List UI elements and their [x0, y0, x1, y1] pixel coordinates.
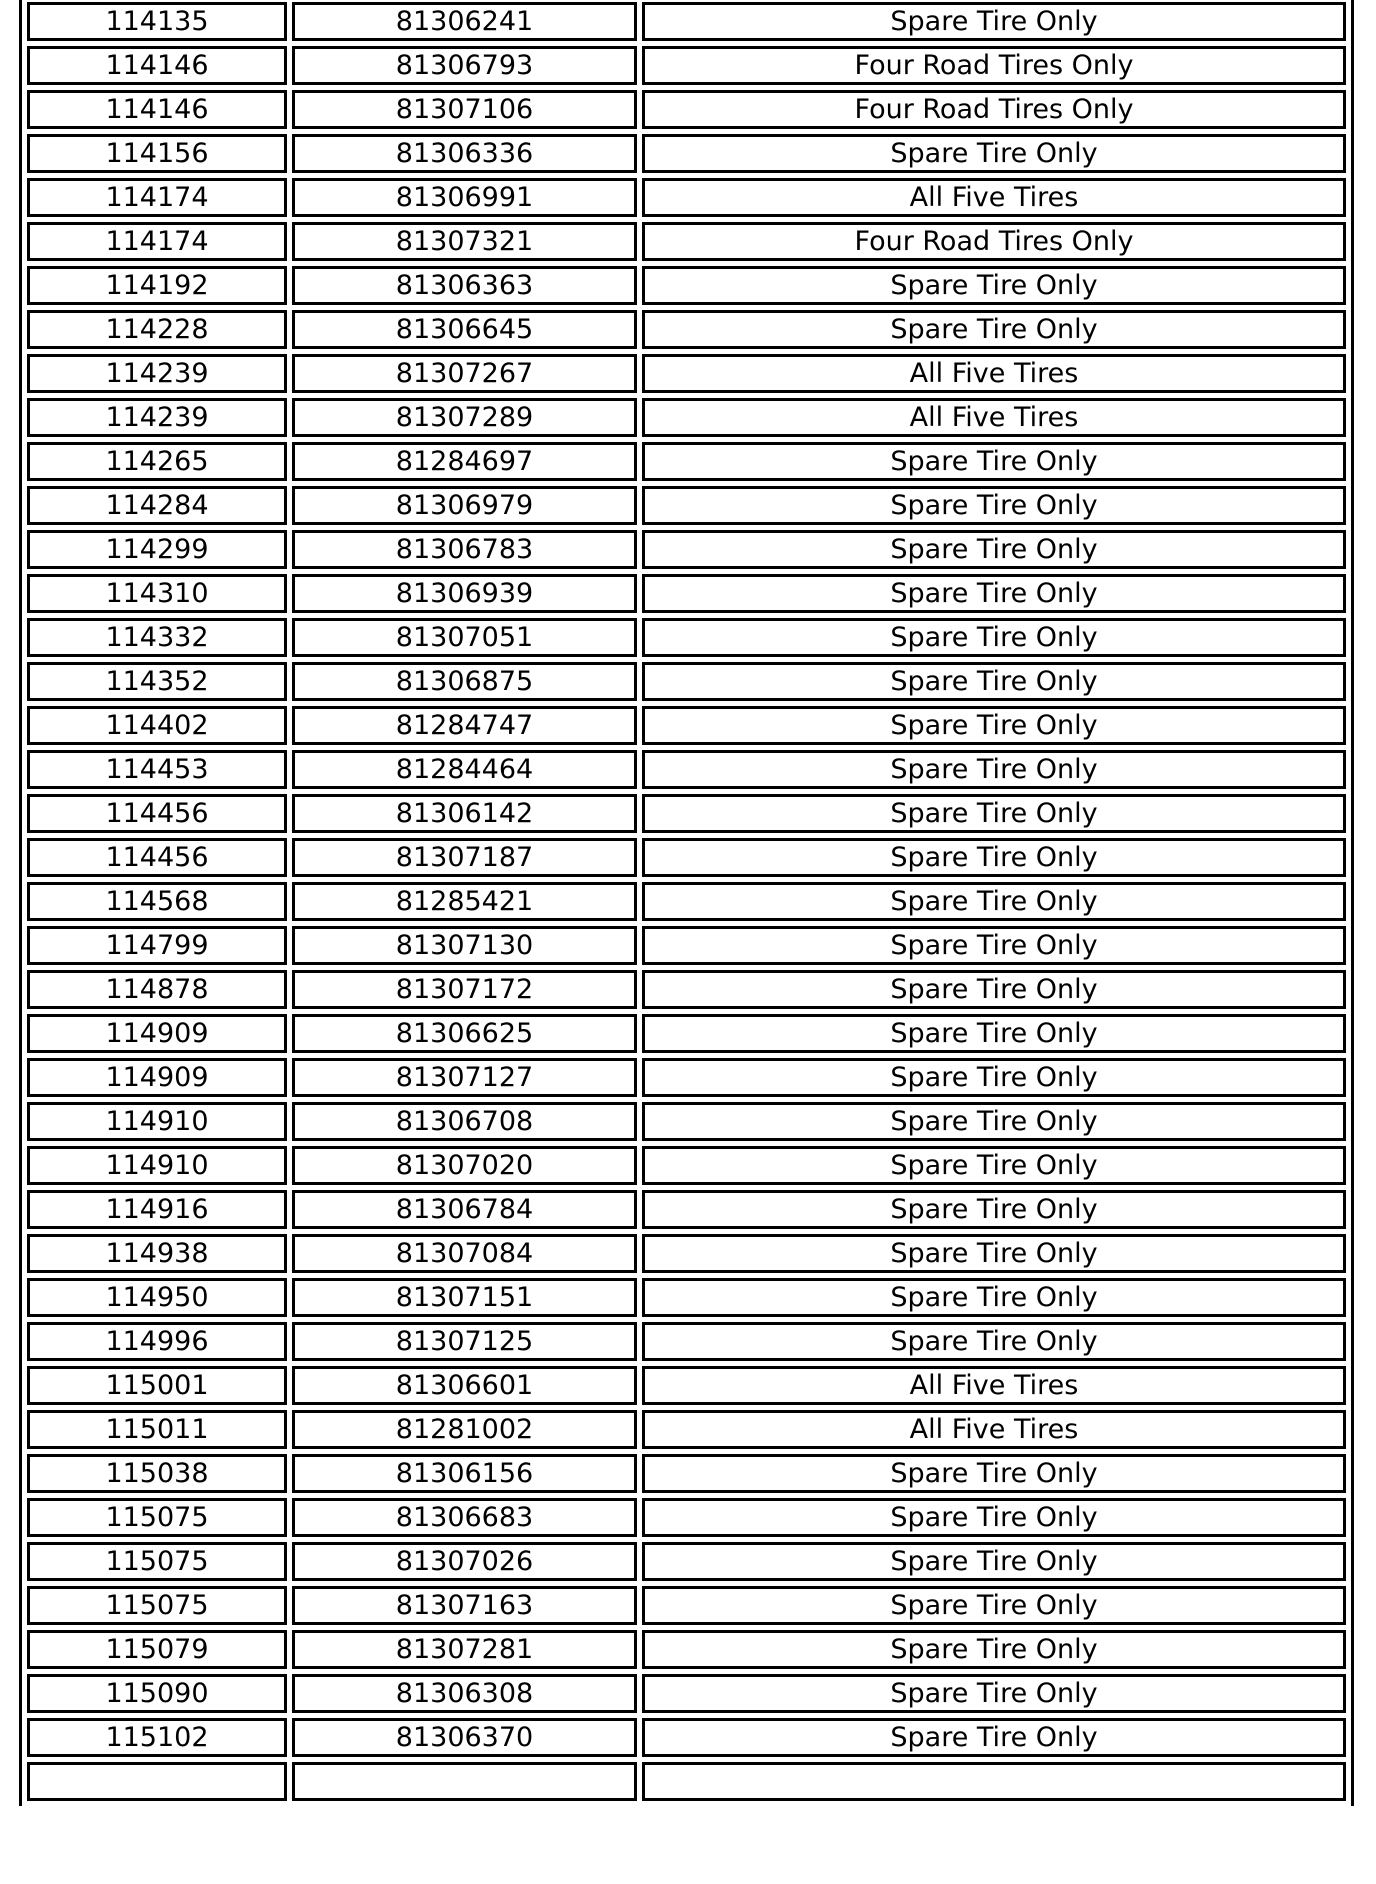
tire-coverage-cell: All Five Tires: [642, 354, 1346, 393]
id-cell: 114453: [27, 750, 287, 789]
tire-coverage-cell: Spare Tire Only: [642, 1674, 1346, 1713]
tire-coverage-cell: Spare Tire Only: [642, 1586, 1346, 1625]
number-cell: 81306142: [292, 794, 637, 833]
table-row: [27, 706, 1346, 745]
table-row: [27, 354, 1346, 393]
table-row: [27, 530, 1346, 569]
table-row: [27, 1366, 1346, 1405]
id-cell: 114310: [27, 574, 287, 613]
tire-coverage-cell: Spare Tire Only: [642, 2, 1346, 41]
number-cell: 81281002: [292, 1410, 637, 1449]
tire-coverage-cell: Spare Tire Only: [642, 662, 1346, 701]
table-row: [27, 1498, 1346, 1537]
number-cell: 81306645: [292, 310, 637, 349]
tire-coverage-cell: Four Road Tires Only: [642, 46, 1346, 85]
number-cell: 81307084: [292, 1234, 637, 1273]
table-row: [27, 1762, 1346, 1801]
number-cell: 81307281: [292, 1630, 637, 1669]
number-cell: 81306991: [292, 178, 637, 217]
tire-coverage-cell: Spare Tire Only: [642, 134, 1346, 173]
tire-coverage-cell: Spare Tire Only: [642, 1190, 1346, 1229]
table-row: [27, 178, 1346, 217]
tire-coverage-cell: Spare Tire Only: [642, 1058, 1346, 1097]
number-cell: 81306793: [292, 46, 637, 85]
tire-coverage-cell: Spare Tire Only: [642, 1322, 1346, 1361]
table-row: [27, 1454, 1346, 1493]
number-cell: [292, 1762, 637, 1801]
number-cell: 81306875: [292, 662, 637, 701]
table-row: [27, 1322, 1346, 1361]
id-cell: 114910: [27, 1102, 287, 1141]
table-row: [27, 90, 1346, 129]
number-cell: 81306784: [292, 1190, 637, 1229]
table-row: [27, 1410, 1346, 1449]
table-row: [27, 398, 1346, 437]
id-cell: 114996: [27, 1322, 287, 1361]
tire-coverage-cell: Spare Tire Only: [642, 1234, 1346, 1273]
number-cell: 81307127: [292, 1058, 637, 1097]
tire-coverage-cell: Spare Tire Only: [642, 1630, 1346, 1669]
number-cell: 81307106: [292, 90, 637, 129]
table-row: [27, 442, 1346, 481]
table-row: [27, 926, 1346, 965]
tire-coverage-cell: Spare Tire Only: [642, 574, 1346, 613]
tire-coverage-cell: All Five Tires: [642, 1410, 1346, 1449]
table-row: [27, 486, 1346, 525]
tire-coverage-cell: Spare Tire Only: [642, 706, 1346, 745]
table-row: [27, 1630, 1346, 1669]
tire-coverage-cell: Spare Tire Only: [642, 838, 1346, 877]
tire-coverage-cell: Spare Tire Only: [642, 794, 1346, 833]
tire-coverage-cell: Spare Tire Only: [642, 310, 1346, 349]
tire-coverage-cell: Spare Tire Only: [642, 882, 1346, 921]
table-row: [27, 1014, 1346, 1053]
tire-coverage-cell: Spare Tire Only: [642, 266, 1346, 305]
id-cell: 114228: [27, 310, 287, 349]
number-cell: 81306601: [292, 1366, 637, 1405]
number-cell: 81307125: [292, 1322, 637, 1361]
id-cell: 114456: [27, 794, 287, 833]
number-cell: 81306625: [292, 1014, 637, 1053]
number-cell: 81285421: [292, 882, 637, 921]
table-row: [27, 662, 1346, 701]
number-cell: 81306363: [292, 266, 637, 305]
id-cell: 114146: [27, 46, 287, 85]
tire-recall-table: [19, 0, 1354, 1806]
id-cell: 115011: [27, 1410, 287, 1449]
id-cell: [27, 1762, 287, 1801]
table-row: [27, 882, 1346, 921]
tire-coverage-cell: Spare Tire Only: [642, 1014, 1346, 1053]
table-row: [27, 134, 1346, 173]
id-cell: 114916: [27, 1190, 287, 1229]
number-cell: 81306683: [292, 1498, 637, 1537]
number-cell: 81284697: [292, 442, 637, 481]
table-row: [27, 266, 1346, 305]
tire-coverage-cell: All Five Tires: [642, 178, 1346, 217]
id-cell: 114156: [27, 134, 287, 173]
number-cell: 81307267: [292, 354, 637, 393]
id-cell: 114174: [27, 178, 287, 217]
number-cell: 81307187: [292, 838, 637, 877]
tire-coverage-cell: Spare Tire Only: [642, 1718, 1346, 1757]
id-cell: 114239: [27, 354, 287, 393]
number-cell: 81306708: [292, 1102, 637, 1141]
number-cell: 81306241: [292, 2, 637, 41]
id-cell: 114174: [27, 222, 287, 261]
tire-coverage-cell: Spare Tire Only: [642, 1146, 1346, 1185]
id-cell: 114332: [27, 618, 287, 657]
table-row: [27, 750, 1346, 789]
id-cell: 115001: [27, 1366, 287, 1405]
tire-coverage-cell: Spare Tire Only: [642, 970, 1346, 1009]
tire-coverage-cell: All Five Tires: [642, 1366, 1346, 1405]
number-cell: 81307163: [292, 1586, 637, 1625]
number-cell: 81307151: [292, 1278, 637, 1317]
number-cell: 81307321: [292, 222, 637, 261]
id-cell: 114909: [27, 1058, 287, 1097]
table-row: [27, 838, 1346, 877]
table-row: [27, 970, 1346, 1009]
id-cell: 114910: [27, 1146, 287, 1185]
id-cell: 114456: [27, 838, 287, 877]
number-cell: 81307026: [292, 1542, 637, 1581]
table-row: [27, 1718, 1346, 1757]
id-cell: 114265: [27, 442, 287, 481]
table-row: [27, 1674, 1346, 1713]
number-cell: 81306336: [292, 134, 637, 173]
table-row: [27, 222, 1346, 261]
id-cell: 114568: [27, 882, 287, 921]
id-cell: 115090: [27, 1674, 287, 1713]
number-cell: 81284747: [292, 706, 637, 745]
table-row: [27, 1190, 1346, 1229]
id-cell: 114799: [27, 926, 287, 965]
tire-coverage-cell: Spare Tire Only: [642, 1542, 1346, 1581]
tire-coverage-cell: Spare Tire Only: [642, 442, 1346, 481]
id-cell: 114938: [27, 1234, 287, 1273]
number-cell: 81307130: [292, 926, 637, 965]
table-row: [27, 618, 1346, 657]
table-row: [27, 1278, 1346, 1317]
tire-coverage-cell: Spare Tire Only: [642, 926, 1346, 965]
id-cell: 114352: [27, 662, 287, 701]
tire-coverage-cell: Spare Tire Only: [642, 1102, 1346, 1141]
number-cell: 81306308: [292, 1674, 637, 1713]
id-cell: 115102: [27, 1718, 287, 1757]
id-cell: 115075: [27, 1498, 287, 1537]
tire-coverage-cell: Spare Tire Only: [642, 1278, 1346, 1317]
id-cell: 114878: [27, 970, 287, 1009]
id-cell: 114950: [27, 1278, 287, 1317]
number-cell: 81307172: [292, 970, 637, 1009]
tire-coverage-cell: Spare Tire Only: [642, 530, 1346, 569]
number-cell: 81306370: [292, 1718, 637, 1757]
table-body: [27, 2, 1346, 1801]
tire-coverage-cell: Spare Tire Only: [642, 1454, 1346, 1493]
id-cell: 114299: [27, 530, 287, 569]
id-cell: 114239: [27, 398, 287, 437]
number-cell: 81284464: [292, 750, 637, 789]
id-cell: 114909: [27, 1014, 287, 1053]
id-cell: 114192: [27, 266, 287, 305]
id-cell: 115079: [27, 1630, 287, 1669]
tire-coverage-cell: Spare Tire Only: [642, 618, 1346, 657]
table-row: [27, 1058, 1346, 1097]
table-row: [27, 1586, 1346, 1625]
number-cell: 81307289: [292, 398, 637, 437]
table-row: [27, 310, 1346, 349]
tire-coverage-cell: All Five Tires: [642, 398, 1346, 437]
table-row: [27, 1146, 1346, 1185]
table-row: [27, 1542, 1346, 1581]
id-cell: 115038: [27, 1454, 287, 1493]
table-row: [27, 1234, 1346, 1273]
id-cell: 114135: [27, 2, 287, 41]
id-cell: 114284: [27, 486, 287, 525]
table-row: [27, 794, 1346, 833]
number-cell: 81307051: [292, 618, 637, 657]
document-page: [19, 0, 1354, 1806]
number-cell: 81306156: [292, 1454, 637, 1493]
id-cell: 115075: [27, 1586, 287, 1625]
number-cell: 81306939: [292, 574, 637, 613]
number-cell: 81306979: [292, 486, 637, 525]
tire-coverage-cell: Spare Tire Only: [642, 486, 1346, 525]
table-row: [27, 574, 1346, 613]
table-row: [27, 1102, 1346, 1141]
number-cell: 81306783: [292, 530, 637, 569]
tire-coverage-cell: Four Road Tires Only: [642, 90, 1346, 129]
tire-coverage-cell: Spare Tire Only: [642, 1498, 1346, 1537]
table-row: [27, 46, 1346, 85]
table-row: [27, 2, 1346, 41]
id-cell: 114402: [27, 706, 287, 745]
number-cell: 81307020: [292, 1146, 637, 1185]
id-cell: 115075: [27, 1542, 287, 1581]
id-cell: 114146: [27, 90, 287, 129]
tire-coverage-cell: Spare Tire Only: [642, 750, 1346, 789]
tire-coverage-cell: Four Road Tires Only: [642, 222, 1346, 261]
tire-coverage-cell: [642, 1762, 1346, 1801]
